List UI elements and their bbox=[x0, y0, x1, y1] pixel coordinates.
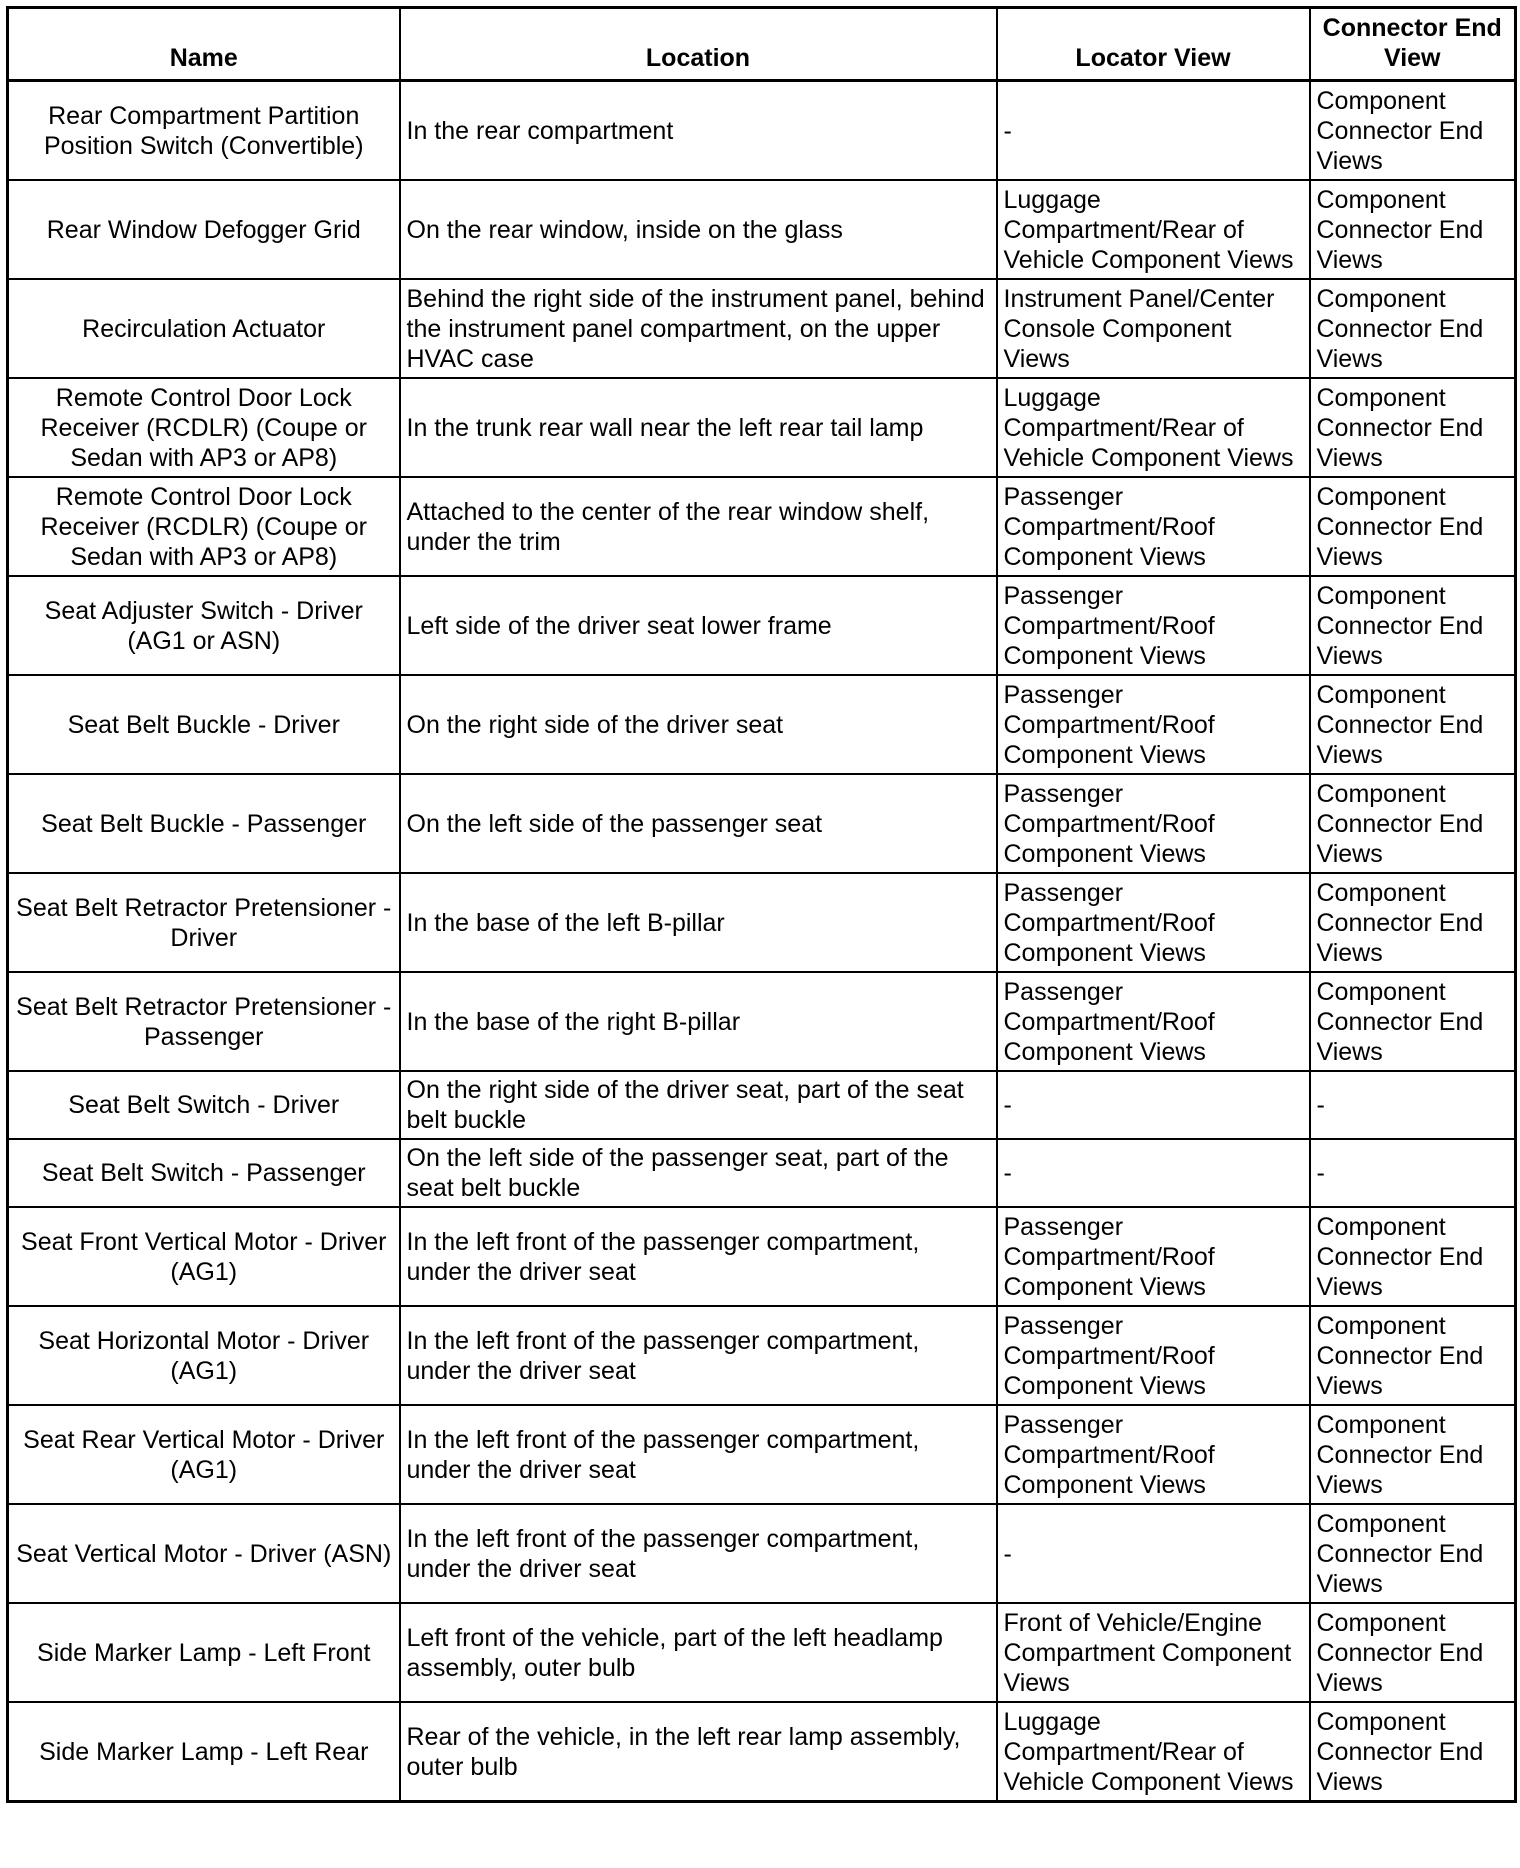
table-row bbox=[8, 972, 1516, 1071]
table-row bbox=[8, 1504, 1516, 1603]
cell-name: Seat Belt Buckle - Driver bbox=[8, 675, 400, 774]
table-row bbox=[8, 180, 1516, 279]
cell-locator-view: Passenger Compartment/Roof Component Views bbox=[997, 576, 1310, 675]
cell-name: Seat Belt Retractor Pretensioner - Passenger bbox=[8, 972, 400, 1071]
cell-connector-end-view: Component Connector End Views bbox=[1310, 675, 1516, 774]
header-name: Name bbox=[8, 8, 400, 81]
table-row bbox=[8, 378, 1516, 477]
cell-locator-view: Instrument Panel/Center Console Component Views bbox=[997, 279, 1310, 378]
cell-locator-view: Passenger Compartment/Roof Component Views bbox=[997, 1207, 1310, 1306]
cell-locator-view: Passenger Compartment/Roof Component Views bbox=[997, 477, 1310, 576]
header-locator-view: Locator View bbox=[997, 8, 1310, 81]
cell-name: Seat Front Vertical Motor - Driver (AG1) bbox=[8, 1207, 400, 1306]
cell-locator-view: Luggage Compartment/Rear of Vehicle Component Views bbox=[997, 1702, 1310, 1802]
cell-locator-view: Front of Vehicle/Engine Compartment Component Views bbox=[997, 1603, 1310, 1702]
cell-connector-end-view: - bbox=[1310, 1071, 1516, 1139]
cell-location: In the base of the right B-pillar bbox=[400, 972, 997, 1071]
table-row bbox=[8, 576, 1516, 675]
cell-name: Side Marker Lamp - Left Front bbox=[8, 1603, 400, 1702]
cell-name: Side Marker Lamp - Left Rear bbox=[8, 1702, 400, 1802]
cell-connector-end-view: Component Connector End Views bbox=[1310, 180, 1516, 279]
cell-location: In the left front of the passenger compartment, under the driver seat bbox=[400, 1405, 997, 1504]
cell-location: In the trunk rear wall near the left rear tail lamp bbox=[400, 378, 997, 477]
cell-location: On the left side of the passenger seat, part of the seat belt buckle bbox=[400, 1139, 997, 1207]
table-row bbox=[8, 279, 1516, 378]
table-row bbox=[8, 1702, 1516, 1802]
header-location: Location bbox=[400, 8, 997, 81]
cell-location: On the rear window, inside on the glass bbox=[400, 180, 997, 279]
cell-connector-end-view: Component Connector End Views bbox=[1310, 1405, 1516, 1504]
cell-location: Attached to the center of the rear window shelf, under the trim bbox=[400, 477, 997, 576]
cell-name: Seat Belt Switch - Driver bbox=[8, 1071, 400, 1139]
cell-connector-end-view: Component Connector End Views bbox=[1310, 1702, 1516, 1802]
cell-connector-end-view: Component Connector End Views bbox=[1310, 378, 1516, 477]
table-row bbox=[8, 873, 1516, 972]
cell-locator-view: Passenger Compartment/Roof Component Views bbox=[997, 873, 1310, 972]
header-connector-end-view: Connector End View bbox=[1310, 8, 1516, 81]
cell-name: Seat Belt Buckle - Passenger bbox=[8, 774, 400, 873]
cell-location: On the right side of the driver seat, part of the seat belt buckle bbox=[400, 1071, 997, 1139]
cell-name: Remote Control Door Lock Receiver (RCDLR) (Coupe or Sedan with AP3 or AP8) bbox=[8, 477, 400, 576]
cell-location: On the right side of the driver seat bbox=[400, 675, 997, 774]
cell-location: On the left side of the passenger seat bbox=[400, 774, 997, 873]
cell-location: Left front of the vehicle, part of the left headlamp assembly, outer bulb bbox=[400, 1603, 997, 1702]
cell-locator-view: Passenger Compartment/Roof Component Views bbox=[997, 774, 1310, 873]
cell-location: In the rear compartment bbox=[400, 81, 997, 181]
component-locator-table bbox=[6, 6, 1517, 1803]
cell-name: Seat Vertical Motor - Driver (ASN) bbox=[8, 1504, 400, 1603]
cell-connector-end-view: Component Connector End Views bbox=[1310, 1603, 1516, 1702]
cell-location: Rear of the vehicle, in the left rear lamp assembly, outer bulb bbox=[400, 1702, 997, 1802]
table-row bbox=[8, 1405, 1516, 1504]
table-row bbox=[8, 1139, 1516, 1207]
cell-connector-end-view: Component Connector End Views bbox=[1310, 477, 1516, 576]
cell-locator-view: - bbox=[997, 1504, 1310, 1603]
cell-name: Seat Adjuster Switch - Driver (AG1 or ASN) bbox=[8, 576, 400, 675]
table-row bbox=[8, 1603, 1516, 1702]
cell-connector-end-view: Component Connector End Views bbox=[1310, 279, 1516, 378]
table-row bbox=[8, 1071, 1516, 1139]
cell-location: Behind the right side of the instrument panel, behind the instrument panel compartment, on the upper HVAC case bbox=[400, 279, 997, 378]
cell-locator-view: - bbox=[997, 81, 1310, 181]
cell-location: In the left front of the passenger compartment, under the driver seat bbox=[400, 1504, 997, 1603]
cell-connector-end-view: Component Connector End Views bbox=[1310, 1504, 1516, 1603]
cell-location: Left side of the driver seat lower frame bbox=[400, 576, 997, 675]
cell-connector-end-view: Component Connector End Views bbox=[1310, 1306, 1516, 1405]
cell-connector-end-view: Component Connector End Views bbox=[1310, 972, 1516, 1071]
cell-name: Seat Horizontal Motor - Driver (AG1) bbox=[8, 1306, 400, 1405]
table-row bbox=[8, 477, 1516, 576]
cell-name: Rear Window Defogger Grid bbox=[8, 180, 400, 279]
table-header-row bbox=[8, 8, 1516, 81]
cell-name: Seat Belt Switch - Passenger bbox=[8, 1139, 400, 1207]
table-row bbox=[8, 1306, 1516, 1405]
cell-locator-view: Passenger Compartment/Roof Component Views bbox=[997, 972, 1310, 1071]
table-row bbox=[8, 1207, 1516, 1306]
cell-locator-view: Passenger Compartment/Roof Component Views bbox=[997, 675, 1310, 774]
cell-locator-view: Luggage Compartment/Rear of Vehicle Component Views bbox=[997, 378, 1310, 477]
cell-locator-view: Luggage Compartment/Rear of Vehicle Component Views bbox=[997, 180, 1310, 279]
cell-connector-end-view: Component Connector End Views bbox=[1310, 81, 1516, 181]
table-row bbox=[8, 675, 1516, 774]
cell-location: In the base of the left B-pillar bbox=[400, 873, 997, 972]
cell-connector-end-view: - bbox=[1310, 1139, 1516, 1207]
cell-connector-end-view: Component Connector End Views bbox=[1310, 576, 1516, 675]
table-row bbox=[8, 81, 1516, 181]
cell-location: In the left front of the passenger compartment, under the driver seat bbox=[400, 1207, 997, 1306]
cell-locator-view: Passenger Compartment/Roof Component Views bbox=[997, 1306, 1310, 1405]
cell-name: Seat Rear Vertical Motor - Driver (AG1) bbox=[8, 1405, 400, 1504]
cell-connector-end-view: Component Connector End Views bbox=[1310, 873, 1516, 972]
cell-name: Recirculation Actuator bbox=[8, 279, 400, 378]
cell-name: Remote Control Door Lock Receiver (RCDLR) (Coupe or Sedan with AP3 or AP8) bbox=[8, 378, 400, 477]
cell-name: Seat Belt Retractor Pretensioner - Driver bbox=[8, 873, 400, 972]
cell-locator-view: - bbox=[997, 1139, 1310, 1207]
cell-locator-view: Passenger Compartment/Roof Component Views bbox=[997, 1405, 1310, 1504]
cell-connector-end-view: Component Connector End Views bbox=[1310, 774, 1516, 873]
cell-name: Rear Compartment Partition Position Switch (Convertible) bbox=[8, 81, 400, 181]
cell-connector-end-view: Component Connector End Views bbox=[1310, 1207, 1516, 1306]
cell-location: In the left front of the passenger compartment, under the driver seat bbox=[400, 1306, 997, 1405]
table-row bbox=[8, 774, 1516, 873]
cell-locator-view: - bbox=[997, 1071, 1310, 1139]
